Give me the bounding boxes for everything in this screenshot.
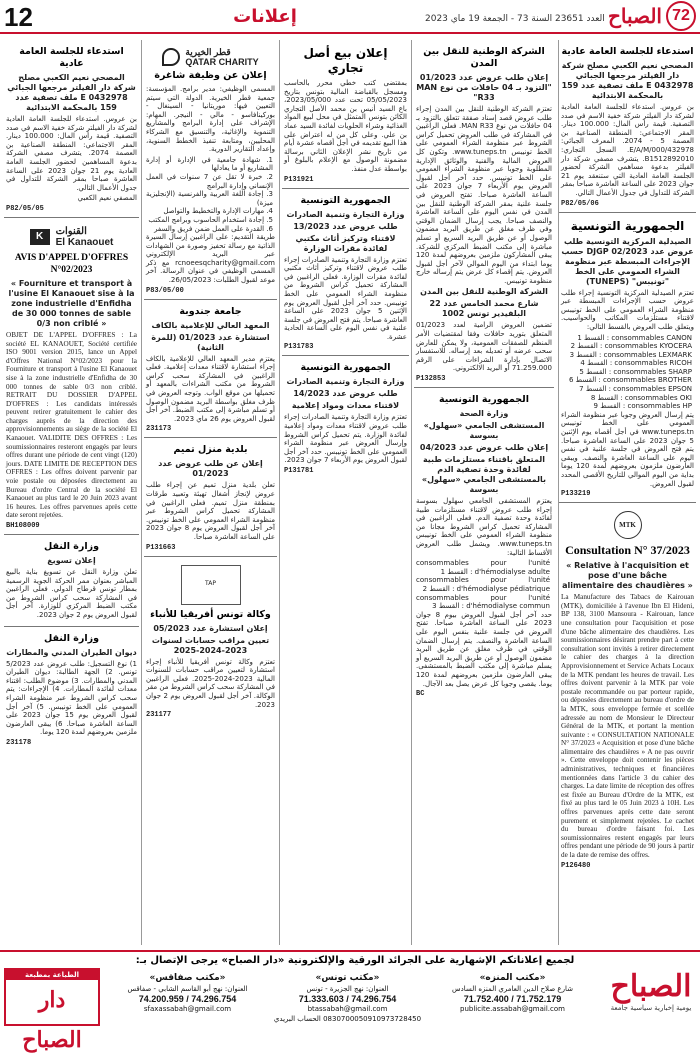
office-email[interactable]: sfaxassabah@gmail.com: [143, 1005, 232, 1013]
ad-body: بن عروس. استدعاء للجلسة العامة العادية لشركة دار الفيلتر شركة خفية الاسم في صدد التصفية. قيمة رأس المال: 100.000 دينار. المقر الاجتماعي: المنطقة الصناعية بن العصمة 5 - 2074. المعرف الجبائي: 432978/E/A/M/000. السجل التجاري: B1512892010. يتشرف مصفي شركة دار الفيلتر بدعوة مساهمي الشركة لحضور الجلسة العامة العادية التي ستنعقد يوم 21 جوان 2023 على الساعة العاشرة صباحا بمقر الشركة للتداول في جدول الأعمال التالي.: [561, 103, 694, 197]
ad-ref: P132853: [416, 375, 446, 384]
ad-qatar-charity-job: [144, 40, 277, 299]
ad-subtitle: الشركة الوطنية للنقل بين المدن: [420, 287, 548, 297]
list-item: consommables KYOCERA : القسط 2: [570, 342, 692, 351]
ad-subtitle: الصيدلية المركزية التونسية طلب عروض عدد DJGP 02/2023 حسب الإجراءات المبسطة عبر منظومة الشراء العمومي على الخط "تونيبس" (TUNEPS): [561, 236, 694, 286]
lot-list: [561, 334, 694, 411]
page-header: [0, 0, 700, 34]
ad-subtitle: المستشفى الجامعي «سهلول» بسوسة: [423, 421, 545, 441]
ad-commerce-tender-14: [282, 355, 409, 479]
ad-subtitle: لاقتناء وتركيز أثاث مكتبي لفائدة مقرات الوزارة: [295, 233, 396, 253]
tap-logo-icon: TAP: [181, 565, 241, 605]
ad-mtk-consultation: [559, 502, 696, 873]
ad-ref: 231177: [146, 711, 172, 720]
ad-pharmacy-tender: [559, 212, 696, 503]
footer-logo: [606, 970, 696, 1012]
ad-ref: P131781: [284, 467, 314, 476]
ad-ref: P82/05/06: [561, 199, 599, 208]
page-footer: [0, 950, 700, 1053]
qatar-charity-icon: [162, 48, 180, 66]
ad-subtitle: إعلان استشارة عدد 05/2023: [153, 623, 268, 633]
qatar-charity-logo: [146, 47, 275, 67]
ad-title: بلدية منزل تميم: [173, 444, 248, 456]
ad-body: تعتزم الصيدلية المركزية التونسية إجراء طلب عروض حسب الإجراءات المبسطة عبر منظومة الشراء العمومي على الخط تونيبس لاقتناء مستلزمات المكاتب والحواسيب. ويتعلق طلب العروض بالقسط التالي:: [561, 288, 694, 331]
ad-title: الجمهورية التونسية: [439, 394, 529, 406]
ad-body: بن عروس. استدعاء للجلسة العامة العادية لشركة دار الفيلتر شركة خفية الاسم في صدد التصفية. قيمة رأس المال: 100.000 دينار. المقر الاجتماعي: المنطقة الصناعية بن العصمة 2074. يتشرف مصفي الشركة بدعوة المساهمين لحضور الجلسة العامة العادية يوم 21 جوان 2023 على الساعة العاشرة صباحا بمقر الشركة للتداول في جدول الأعمال التالي.: [6, 115, 137, 192]
list-item: consommables pour l'unité d'hémodialyse pédiatrique : القسط 2: [416, 576, 550, 593]
column-divider: [411, 40, 412, 945]
ad-body: 1) نوع التسجيل: طلب عروض عدد 5/2023 تونس. 2) الجهة الطالبة: ديوان الطيران المدني والمطارات. 3) موضوع الطلب: اقتناء معدات لفائدة المطارات. 4) الإجراءات: يتم سحب كراس الشروط عبر منظومة الشراء العمومي على الخط تونيبس. 5) آخر أجل لقبول العروض يوم 15 جوان 2023 على الساعة العاشرة صباحا. 6) يبقى العارضون ملزمين بعروضهم لمدة 120 يوما.: [6, 659, 138, 737]
ad-subtitle: « Relative à l'acquisition et pose d'une bâche alimentaire des chaudières »: [562, 561, 693, 591]
ad-body: يعتزم مدير المعهد العالي للإعلامية بالكاف إجراء استشارة لاقتناء معدات إعلامية. فعلى الراغبين في المشاركة سحب كراس الشروط من مكتب الشراءات بالمعهد أو تحميلها من موقع الواب. وتوجه العروض في ظرف مغلق بواسطة البريد مضمون الوصول أو تسلم مباشرة إلى مكتب الضبط. آخر أجل لقبول العروض يوم 26 ماي 2023.: [146, 354, 275, 423]
ad-title: الجمهورية التونسية: [570, 218, 685, 233]
ad-subtitle: وزارة التجارة وتنمية الصادرات: [286, 209, 405, 219]
column-3: [282, 40, 409, 945]
el-kanaouet-icon: K: [30, 229, 50, 245]
ad-subtitle: المتعلق باقتناء مستلزمات طبية لفائدة وحدة تصفية الدم بالمستشفى الجامعي «سهلول» بسوسة: [421, 455, 547, 495]
column-4: [144, 40, 277, 945]
ad-general-assembly-2: [4, 40, 139, 217]
ad-subtitle: استشارة عدد 01/2023 (للمرة الثانية): [151, 332, 270, 352]
ad-ref: P82/05/05: [6, 204, 44, 213]
ad-ref: 231178: [6, 738, 32, 747]
ad-tap-agency: [144, 556, 277, 724]
ad-subtitle: وزارة الصحة: [459, 409, 509, 419]
ad-body: تعتزم الشركة الوطنية للنقل بين المدن إجراء طلب عروض قصد إسناد صفقة تتعلق بالتزود بـ 04 حافلات من نوع MAN R33. فعلى الراغبين في المشاركة في طلب العروض تحميل كراس الشروط عبر منظومة الشراء العمومي على الخط تونيبس www.tuneps.tn. وتكون كل العروض المالية والفنية والوثائق الإدارية المطلوبة وجوبا عبر منظومة الشراء العمومي على الخط تونيبس. حدد آخر أجل لقبول العروض يوم الأربعاء 7 جوان 2023 على الساعة العاشرة صباحا. تفتح العروض في جلسة علنية بمقر الشركة الوطنية للنقل بين المدن في نفس اليوم على الساعة العاشرة والنصف صباحا. يجب إرسال الضمان الوقتي وفي ظرف مغلق عن طريق البريد مضمون الوصول أو عن طريق البريد السريع أو تسلم مباشرة إلى مكتب الضبط المركزي للشركة. يبقى المشاركون ملزمين بعروضهم لمدة 120 يوما ابتداء من اليوم الموالي لآخر أجل لقبول العروض. يتم إقصاء كل عرض يتم إرساله خارج منظومة تونيبس.: [416, 105, 553, 285]
list-item: consommables pour l'unité d'hémodialyse commun : القسط 3: [416, 593, 550, 611]
ad-subtitle: تعيين مراقب حسابات لسنوات 2023-2024-2025: [151, 635, 270, 655]
ad-body: تعتزم وزارة التجارة وتنمية الصادرات إجراء طلب عروض لاقتناء وتركيز أثاث مكتبي لفائدة مقرات الوزارة. فعلى الراغبين في المشاركة تحميل كراس الشروط من منظومة الشراء العمومي على الخط تونيبس. حدد آخر أجل لقبول العروض يوم الإثنين 5 جوان 2023 على الساعة العاشرة صباحا. يتم فتح العروض في جلسة علنية في نفس اليوم على الساعة الحادية عشرة.: [284, 255, 407, 341]
ad-jendouba-university: [144, 299, 277, 438]
ad-title: وزارة النقل: [43, 632, 100, 644]
ad-title: الجمهورية التونسية: [300, 362, 391, 374]
ad-body: تعتزم وكالة تونس أفريقيا للأنباء إجراء استشارة لتعيين مراقب حسابات للسنوات المالية 2023-2024-2025. فعلى الراغبين في المشاركة سحب كراس الشروط من مقر الوكالة. آخر أجل لقبول العروض يوم 2 جوان 2023.: [146, 657, 276, 709]
ad-subtitle: طلب عروض عدد 13/2023: [293, 221, 398, 231]
ad-title: Consultation N° 37/2023: [565, 543, 690, 558]
footer-logo-name: الصباح: [610, 969, 692, 1004]
footer-logo-tagline: يومية إخبارية سياسية جامعة: [610, 1004, 692, 1012]
el-kanaouet-logo: K القنوات El Kanaouet: [6, 226, 137, 248]
ad-body: تعلن بلدية منزل تميم عن إجراء طلب عروض لإنجاز أشغال تهيئة وتعبيد طرقات بمنطقة منزل تميم. فعلى الراغبين في المشاركة تحميل كراس الشروط عبر منظومة الشراء العمومي على الخط تونيبس. آخر أجل لقبول العروض يوم 8 جوان 2023 على الساعة العاشرة صباحا.: [146, 481, 275, 541]
ad-transport-oaca: [4, 626, 139, 751]
ad-ref: P131663: [146, 543, 176, 552]
ad-el-kanaouet: [4, 217, 139, 534]
ad-body: OBJET DE L'APPEL D'OFFRES : La société EL KANAOUET, Société certifiée ISO 9001 version 2015, lance un Appel d'Offres National N°02/2023 pour la Fourniture et transport à l'usine El Kanaouet sise à la zone industrielle d'Enfidha de 30 000 tonnes de sable 0/3 non criblé. RETRAIT DU DOSSIER D'APPEL D'OFFRES : Les candidats intéressés peuvent retirer gratuitement le cahier des charges auprès de la direction des approvisionnements au siège de la société El Kanaouet. VALIDITE DES OFFRES : Les soumissionnaires resteront engagés par leurs offres durant une période de cent vingt (120) jours. DATE LIMITE DE RECEPTION DES OFFRES : Les offres doivent parvenir par voie postale ou déposées directement au Bureau d'ordre Central de la société El Kanaouet au plus tard le 20 Juin 2023 avant 16 heures. Les offres parvenues après cette date seront rejetées.: [6, 330, 137, 520]
office-email[interactable]: publicite.assabah@gmail.com: [460, 1005, 565, 1013]
postal-account: 0830700050910973728450 الحساب البريدي: [273, 1015, 422, 1023]
office-phone: 71.333.603 / 74.296.754: [298, 994, 397, 1004]
ad-transport-lease: [4, 534, 139, 626]
ad-commerce-tender-13: [282, 188, 409, 356]
lot-list: [416, 559, 552, 611]
list-item: consommables pour l'unité d'hémodialyse adulte : القسط 1: [416, 559, 550, 576]
ad-subtitle: « Fourniture et transport à l'usine El Kanaouet sise à la zone industrielle d'Enfidha de 30 000 tonnes de sable 0/3 non criblé »: [8, 278, 135, 328]
list-item: consommables LEXMARK : القسط 3: [569, 350, 692, 359]
ad-subtitle: إعلان طلب عروض عدد 01/2023 "التزود بـ 04 حافلات من نوع MAN R33": [416, 73, 552, 102]
ad-title: الجمهورية التونسية: [300, 194, 391, 206]
ad-subtitle: المصحي نعيم الكعبي مصلح شركة دار الفيلتر مرجعها الجبائي 0432978 E ملف تصفية عدد 159 بالمحكمة الابتدائية: [7, 73, 136, 112]
ad-body: بمقتضى كتب خطي محرر بالحاسب ومسجل بالقباضة المالية بتونس بتاريخ 05/05/2023 تحت عدد 2023/05/000، باع السيد أنيس بن محمد الأصل التجاري الكائن بتونس المتمثل في محل لبيع المواد الغذائية وشراء الحلويات لفائدة السيد عماد بن علي. وعلى كل من له اعتراض على هذا البيع تقديمه في أجل أقصاه عشرة أيام من تاريخ نشر الإعلان الثاني برسالة مضمونة الوصول مع الإعلام بالبلوغ أو بواسطة عدل منفذ.: [284, 79, 407, 173]
ad-title: جامعة جندوبة: [179, 305, 242, 317]
ad-ref: BH108009: [6, 522, 40, 530]
ad-subtitle: لاقتناء معدات ومواد إعلامية: [291, 401, 400, 411]
list-item: consommables BROTHER : القسط 6: [568, 376, 692, 385]
masthead-name: الصباح: [607, 4, 662, 28]
issue-info: العدد 23651 السنة 73 - الجمعة 19 ماي 2023: [425, 14, 605, 24]
ad-subtitle: شارع محمد الخامس عدد 22 البلفيدير تونس 1002: [429, 299, 539, 319]
column-5: [4, 40, 139, 945]
list-item: consommables OKI : القسط 8: [590, 393, 692, 402]
ad-ref: P131921: [284, 175, 314, 184]
footer-headline: لجميع إعلاناتكم الإشهارية على الجرائد الورقية والإلكترونية «دار الصباح» يرجى الإتصال بـ:: [135, 955, 575, 966]
ad-body: المسمى الوظيفي: مدير برامج. المؤسسة: جمعية قطر الخيرية. الدولة التي سيتم التعيين فيها: موريتانيا - السينغال - بوركينافاسو - مالي - النيجر. المهام: الإشراف على إدارة البرامج والمشاريع التنموية والإغاثية، والتنسيق مع الشركاء المحليين، ومتابعة تنفيذ الخطط السنوية، وإعداد التقارير الدورية.: [146, 85, 275, 154]
requirements-list: [146, 156, 275, 233]
ad-signature: المصفي نعيم الكعبي: [77, 194, 137, 203]
ad-body: تضمين العروض الرامية لعدد 01/2023 المتعلق بتوريد حافلات وفقا لمقتضيات الأمر المنظم للصفقات العمومية، ولا يمكن للعارض سحب عرضه أو تعديله بعد إرساله. للاستفسار الاتصال بإدارة الشراءات على الرقم 71.259.000 أو البريد الالكتروني.: [416, 321, 552, 373]
ad-body: La Manufacture des Tabacs de Kairouan (MTK), domiciliée à l'avenue Ibn El Hideni, BP 138, 3100 Mansoura - Kairouan, lance une consultation pour l'acquisition et pose d'une bâche alimentaire des chaudières. Les soumissionnaires désirant prendre part à cette consultation sont invités à retirer directement le cahier des charges à la direction Approvisionnement et Service Achats Locaux de la MTK pendant les heures de travail. Les offres doivent parvenir à la MTK par voie postale recommandée ou par porteur rapide, ou déposées directement au bureau d'ordre de la MTK, sous enveloppe fermée et scellée adressée au nom de Monsieur le Directeur Général de la MTK, et portant la mention suivante : « CONSULTATION NATIONALE N° 37/2023 « Acquisition et pose d'une bâche alimentaire des chaudières » A ne pas ouvrir ». Cette enveloppe doit contenir les pièces administratives, techniques et financières mentionnées dans l'article 3 du cahier des charges. La date limite de réception des offres est fixée au Bureau d'Ordre de la MTK, est fixé au plus tard le 05 Juin 2023 à 10H. Les offres parvenues après cette date seront purement et simplement rejetées. Le cachet du bureau d'ordre faisant foi. Les soumissionnaires restent engagés par leurs offres pendant une période de 90 jours à partir de la date de remise des offres.: [561, 593, 694, 859]
ad-subtitle: إعلان عن طلب عروض عدد 01/2023: [158, 459, 263, 479]
list-item: 4. مهارات الإدارة والتخطيط والتواصل: [163, 207, 273, 216]
ad-menzel-temime: [144, 437, 277, 555]
ad-title: وزارة النقل: [43, 541, 100, 552]
ad-subtitle: طلب عروض عدد 14/2023: [293, 389, 398, 399]
ad-body: حدد آخر أجل لقبول العروض بيوم 8 جوان 2023 على الساعة العاشرة صباحا. تفتح العروض في جلسة علنية بنفس اليوم على الساعة العاشرة والنصف. يتم إرسال الضمان الوقتي في ظرف مغلق عن طريق البريد مضمون الوصول أو عن طريق البريد السريع أو يسلم مباشرة إلى مكتب الضبط بالمستشفى. يبقى العارضون ملزمين بعروضهم لمدة 120 يوما. يقصى وجوبا كل عرض يصل بعد الآجال.: [416, 610, 552, 688]
office-sfax: «مكتب صفاقس» العنوان: نهج أبو القاسم الشابي - صفاقس 74.200.959 / 74.296.754 sfaxassabah@gmail.com: [105, 972, 270, 1014]
ad-subtitle: المعهد العالي للإعلامية بالكاف: [151, 320, 270, 330]
list-item: consommables EPSON : القسط 7: [579, 385, 692, 394]
mtk-logo-icon: MTK: [614, 511, 642, 539]
masthead-logo: [608, 0, 696, 32]
ad-subtitle: ديوان الطيران المدني والمطارات: [6, 647, 137, 657]
ad-title: AVIS D'APPEL D'OFFRES N°02/2023: [14, 252, 129, 275]
printer-logo: الطباعة بمطبعة دار الصباح: [4, 968, 100, 1026]
list-item: 2. خبرة لا تقل عن 7 سنوات في العمل الإنساني وإدارة البرامج: [146, 172, 274, 190]
list-item: 5. إجادة استخدام الحاسوب وبرامج المكتب: [148, 215, 273, 224]
ad-body: يتم إرسال العروض وجوبا عبر منظومة الشراء العمومي على الخط تونيبس www.tuneps.tn في أجل أقصاه يوم الإثنين 5 جوان 2023 على الساعة العاشرة صباحا. يتم فتح العروض في جلسة علنية في نفس اليوم على الساعة العاشرة والنصف. ويبقى العارضون ملزمون بعروضهم لمدة 120 يوما بداية من اليوم الموالي للتاريخ الأقصى المحدد لقبول العروض.: [561, 410, 694, 488]
section-title: إعلانات: [233, 6, 297, 27]
list-item: 1. شهادة جامعية في الإدارة أو إدارة المشاريع أو ما يعادلها: [146, 155, 273, 173]
ad-body: طريقة التقديم: على الراغبين إرسال السيرة الذاتية مع رسالة تحفيز وصورة من الشهادات عبر البريد الإلكتروني rcnoeesqcharity@gmail.com مع ذكر المسمى الوظيفي في عنوان الرسالة. آخر موعد لقبول الطلبات: 26/05/2023.: [146, 233, 275, 285]
list-item: consommables SHARP : القسط 5: [579, 367, 692, 376]
ad-ref: P131783: [284, 343, 314, 352]
list-item: consommables HP : القسط 9: [593, 402, 692, 411]
list-item: consommables CANON : القسط 1: [577, 333, 692, 342]
ad-subtitle: وزارة التجارة وتنمية الصادرات: [286, 377, 405, 387]
list-item: 3. إجادة اللغة العربية والفرنسية (الإنجليزية ميزة): [146, 190, 273, 207]
ad-body: تعلن وزارة النقل عن تسويغ بناية بالبيع المباشر بعنوان ممر الحركة الجوية الرسمية بمطار تونس قرطاج الدولي. فعلى الراغبين في المشاركة سحب كراس الشروط من مكتب الضبط المركزي للوزارة. آخر أجل لقبول العروض يوم 2 جوان 2023.: [6, 568, 137, 619]
list-item: 6. القدرة على العمل ضمن فريق والسفر: [154, 224, 273, 233]
ad-general-assembly: [559, 40, 696, 212]
ad-subtitle: إعلان تسويغ: [47, 556, 96, 565]
page-number: 12: [4, 2, 33, 32]
ad-title: استدعاء للجلسة العامة عادية: [561, 46, 694, 57]
ad-title: استدعاء للجلسة العامة عادية: [19, 46, 124, 69]
office-menzah: «مكتب المنزه» شارع صلاح الدين العامري المنزه السادس 71.752.400 / 71.752.179 publicite.assabah@gmail.com: [430, 972, 595, 1014]
ad-business-sale: [282, 40, 409, 188]
anniversary-badge: 72: [666, 1, 696, 31]
office-phone: 74.200.959 / 74.296.754: [138, 994, 237, 1004]
ad-title: إعلان بيع أصل تجاري: [303, 46, 388, 75]
column-2: [414, 40, 554, 945]
ad-title: الشركة الوطنية للنقل بين المدن: [423, 46, 545, 69]
ad-body: تعتزم وزارة التجارة وتنمية الصادرات إجراء طلب عروض لاقتناء معدات ومواد إعلامية لفائدة الوزارة. يتم تحميل كراس الشروط وإرسال العروض عبر منظومة الشراء العمومي على الخط تونيبس. حدد آخر أجل لقبول العروض يوم الأربعاء 7 جوان 2023.: [284, 413, 407, 465]
ad-sahloul-hospital: [414, 387, 554, 702]
ad-ref: BC: [416, 690, 425, 699]
ad-subtitle: المصحي نعيم الكعبي مصلح شركة دار الفيلتر مرجعها الجبائي 0432978 E ملف تصفية عدد 159 بالمحكمة الابتدائية: [561, 61, 694, 100]
ad-ref: P83/05/00: [146, 286, 184, 295]
ad-title: إعلان عن وظيفة شاغرة: [154, 70, 267, 81]
list-item: consommables RICOH : القسط 4: [580, 359, 692, 368]
ad-body: يعتزم المستشفى الجامعي سهلول بسوسة إجراء طلب عروض لاقتناء مستلزمات طبية لفائدة وحدة تصفية الدم. فعلى الراغبين في المشاركة تحميل كراس الشروط مجانا من منظومة الشراء العمومي على الخط تونيبس www.tuneps.tn. ويشمل طلب العروض الأقساط التالية:: [416, 497, 552, 557]
ad-ref: P126480: [561, 861, 591, 870]
ad-subtitle: إعلان طلب عروض عدد 04/2023: [419, 443, 549, 453]
ad-sntri-tender: [414, 40, 554, 387]
office-tunis: «مكتب تونس» العنوان: نهج الجزيرة - تونس 71.333.603 / 74.296.754 btassabah@gmail.com 0830700050910973728450 الحساب البريدي: [265, 972, 430, 1024]
ad-ref: P133219: [561, 490, 591, 499]
ad-title: وكالة تونس أفريقيا للأنباء: [150, 608, 271, 620]
ad-ref: 231173: [146, 425, 172, 434]
column-1: [559, 40, 696, 945]
office-phone: 71.752.400 / 71.752.179: [463, 994, 562, 1004]
column-divider: [141, 40, 142, 945]
office-email[interactable]: btassabah@gmail.com: [307, 1005, 388, 1013]
column-divider: [279, 40, 280, 945]
qatar-charity-logo-text: قطر الخيرية QATAR CHARITY: [185, 47, 259, 67]
